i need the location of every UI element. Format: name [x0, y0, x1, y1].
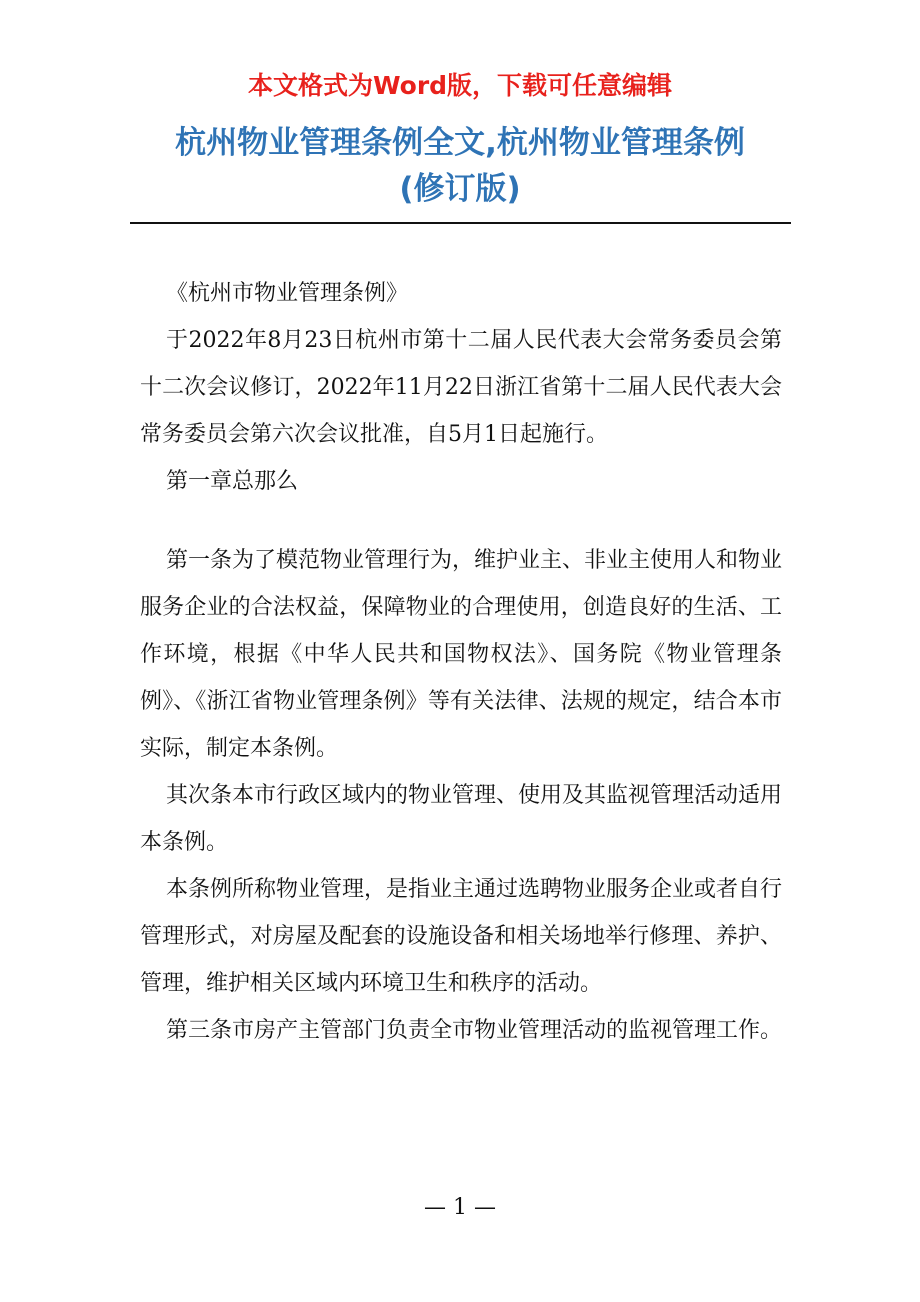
page-number: — 1 — — [424, 1195, 496, 1220]
paragraph-definition: 本条例所称物业管理，是指业主通过选聘物业服务企业或者自行管理形式，对房屋及配套的设施设备和相关场地举行修理、养护、管理，维护相关区域内环境卫生和秩序的活动。 — [140, 877, 783, 996]
document-title — [130, 120, 790, 212]
paragraph-regulation-name: 《杭州市物业管理条例》 — [166, 281, 409, 306]
title-divider — [130, 222, 791, 224]
paragraph-article-1: 第一条为了模范物业管理行为，维护业主、非业主使用人和物业服务企业的合法权益，保障物业的合理使用，创造良好的生活、工作环境，根据《中华人民共和国物权法》、国务院《物业管理条例》、《浙江省物业管理条例》等有关法律、法规的规定，结合本市实际，制定本条例。 — [140, 548, 783, 761]
paragraph-article-2: 其次条本市行政区域内的物业管理、使用及其监视管理活动适用本条例。 — [140, 783, 783, 855]
title-line-1: 杭州物业管理条例全文,杭州物业管理条例 — [175, 125, 745, 161]
download-notice: 本文格式为Word版，下载可任意编辑 — [247, 71, 673, 100]
chapter-heading: 第一章总那么 — [166, 469, 299, 494]
paragraph-article-3: 第三条市房产主管部门负责全市物业管理活动的监视管理工作。 — [166, 1018, 783, 1043]
document-body — [140, 270, 782, 1054]
paragraph-enactment: 于2022年8月23日杭州市第十二届人民代表大会常务委员会第十二次会议修订，2022年11月22日浙江省第十二届人民代表大会常务委员会第六次会议批准，自5月1日起施行。 — [140, 328, 782, 447]
title-line-2: (修订版) — [399, 171, 521, 207]
